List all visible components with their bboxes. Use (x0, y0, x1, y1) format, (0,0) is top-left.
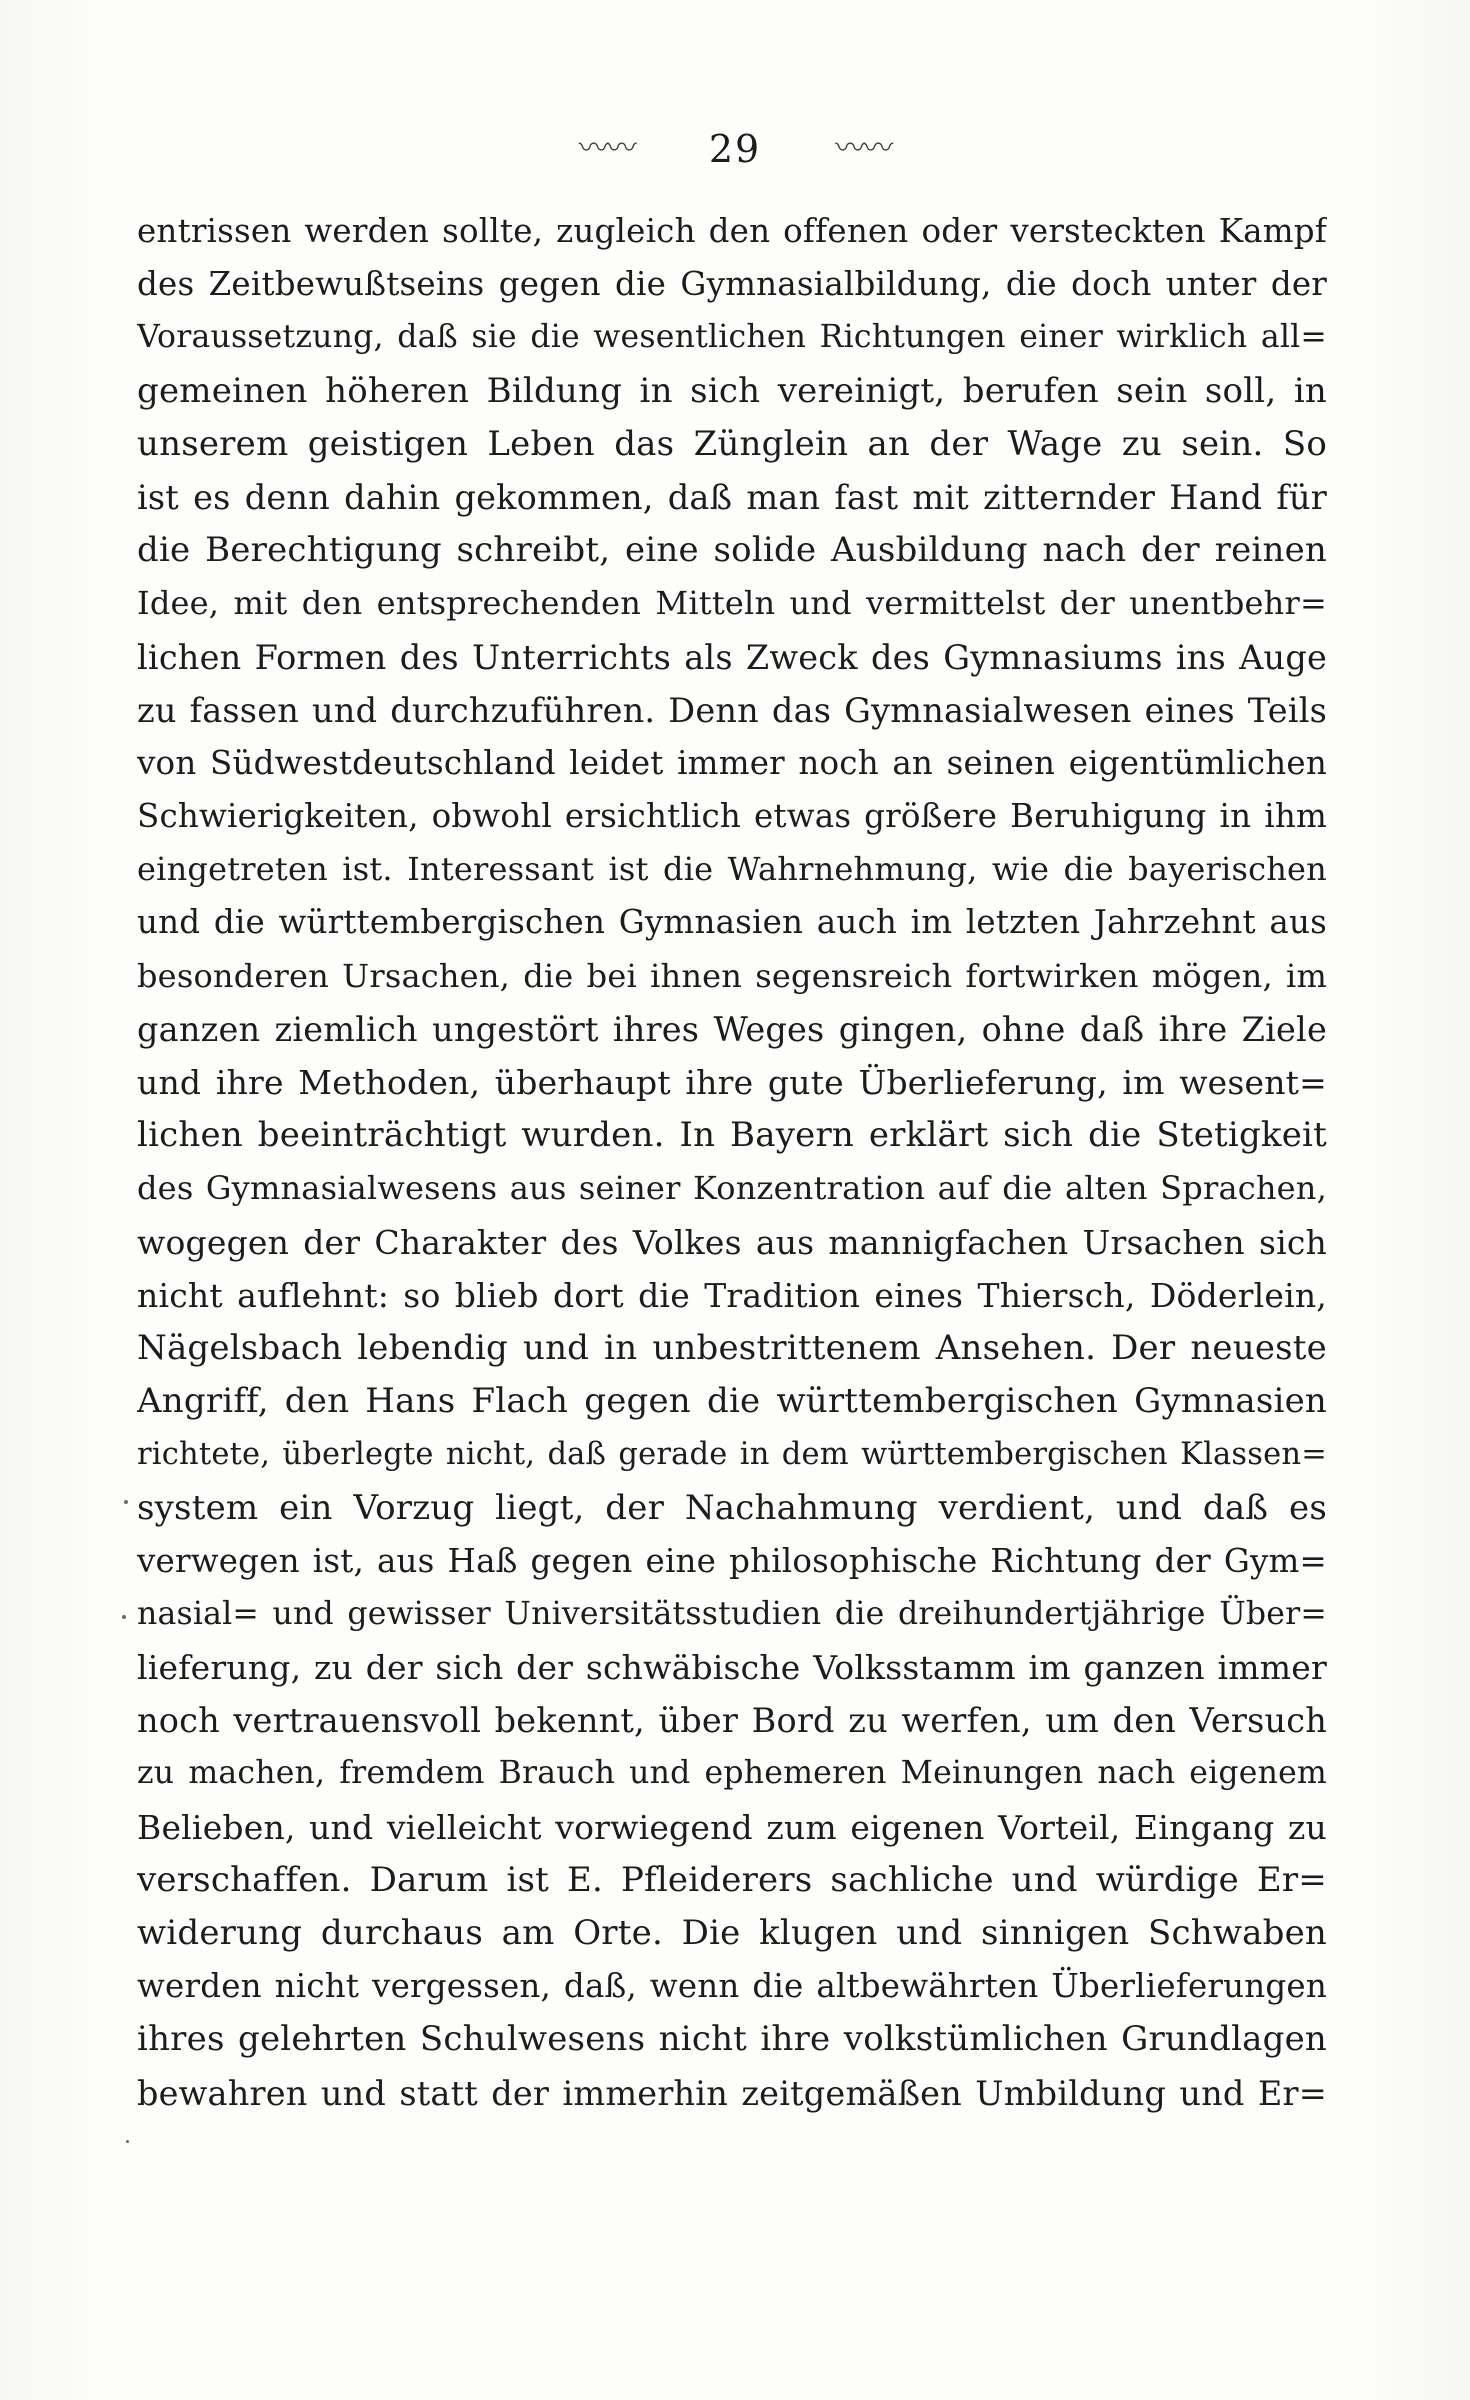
text-line: die Berechtigung schreibt, eine solide Ausbildung nach der reinen (137, 530, 1327, 571)
text-line: widerung durchaus am Orte. Die klugen und sinnigen Schwaben (137, 1913, 1327, 1953)
text-line: lichen Formen des Unterrichts als Zweck des Gymnasiums ins Auge (137, 637, 1327, 677)
paper-speck (126, 2140, 129, 2143)
text-line: bewahren und statt der immerhin zeitgemäßen Umbildung und Er= (137, 2073, 1327, 2113)
text-line: system ein Vorzug liegt, der Nachahmung verdient, und daß es (137, 1487, 1327, 1528)
text-line: ganzen ziemlich ungestört ihres Weges gingen, ohne daß ihre Ziele (137, 1009, 1327, 1049)
text-line: unserem geistigen Leben das Zünglein an der Wage zu sein. So (137, 423, 1327, 464)
text-line: Schwierigkeiten, obwohl ersichtlich etwas größere Beruhigung in ihm (137, 797, 1327, 836)
text-line: noch vertrauensvoll bekennt, über Bord zu werfen, um den Versuch (137, 1701, 1327, 1741)
text-line: gemeinen höheren Bildung in sich vereinigt, berufen sein soll, in (137, 370, 1327, 411)
text-line: und ihre Methoden, überhaupt ihre gute Überlieferung, im wesent= (137, 1063, 1327, 1102)
text-line: ist es denn dahin gekommen, daß man fast mit zitternder Hand für (137, 477, 1327, 517)
text-line: besonderen Ursachen, die bei ihnen segensreich fortwirken mögen, im (137, 956, 1327, 995)
text-line: zu machen, fremdem Brauch und ephemeren Meinungen nach eigenem (137, 1755, 1327, 1792)
text-line: nicht auflehnt: so blieb dort die Tradition eines Thiersch, Döderlein, (137, 1275, 1327, 1315)
text-line: zu fassen und durchzuführen. Denn das Gymnasialwesen eines Teils (137, 690, 1327, 730)
text-line: des Zeitbewußtseins gegen die Gymnasialbildung, die doch unter der (137, 265, 1327, 304)
right-ornament-icon: 〰〰 (835, 130, 892, 166)
text-line: verwegen ist, aus Haß gegen eine philosophische Richtung der Gym= (137, 1541, 1327, 1580)
text-line: Voraussetzung, daß sie die wesentlichen Richtungen einer wirklich all= (137, 319, 1327, 356)
text-line: ihres gelehrten Schulwesens nicht ihre volkstümlichen Grundlagen (137, 2019, 1327, 2060)
text-line: richtete, überlegte nicht, daß gerade in dem württembergischen Klassen= (137, 1437, 1327, 1473)
body-text (137, 205, 1327, 2120)
text-line: Nägelsbach lebendig und in unbestrittenem Ansehen. Der neueste (137, 1327, 1327, 1368)
text-line: lieferung, zu der sich der schwäbische Volksstamm im ganzen immer (137, 1648, 1327, 1688)
text-line: Angriff, den Hans Flach gegen die württembergischen Gymnasien (137, 1381, 1327, 1422)
text-line: wogegen der Charakter des Volkes aus mannigfachen Ursachen sich (137, 1222, 1327, 1262)
text-line: von Südwestdeutschland leidet immer noch an seinen eigentümlichen (137, 743, 1327, 782)
text-line: verschaffen. Darum ist E. Pfleiderers sachliche und würdige Er= (137, 1859, 1327, 1900)
text-line: nasial= und gewisser Universitätsstudien die dreihundertjährige Über= (137, 1595, 1327, 1632)
text-line: entrissen werden sollte, zugleich den offenen oder versteckten Kampf (137, 212, 1327, 250)
text-line: eingetreten ist. Interessant ist die Wahrnehmung, wie die bayerischen (137, 850, 1327, 889)
page-number: 29 (708, 126, 762, 171)
text-line: Idee, mit den entsprechenden Mitteln und vermittelst der unentbehr= (137, 584, 1327, 623)
left-ornament-icon: 〰〰 (578, 130, 635, 166)
text-line: lichen beeinträchtigt wurden. In Bayern erklärt sich die Stetigkeit (137, 1115, 1327, 1156)
text-line: werden nicht vergessen, daß, wenn die altbewährten Überlieferungen (137, 1967, 1327, 2006)
running-head (0, 115, 1470, 175)
text-line: Belieben, und vielleicht vorwiegend zum eigenen Vorteil, Eingang zu (137, 1807, 1327, 1847)
paper-speck (122, 1615, 126, 1619)
paper-speck (124, 1500, 128, 1504)
text-line: des Gymnasialwesens aus seiner Konzentration auf die alten Sprachen, (137, 1169, 1327, 1208)
text-line: und die württembergischen Gymnasien auch im letzten Jahrzehnt aus (137, 903, 1327, 942)
